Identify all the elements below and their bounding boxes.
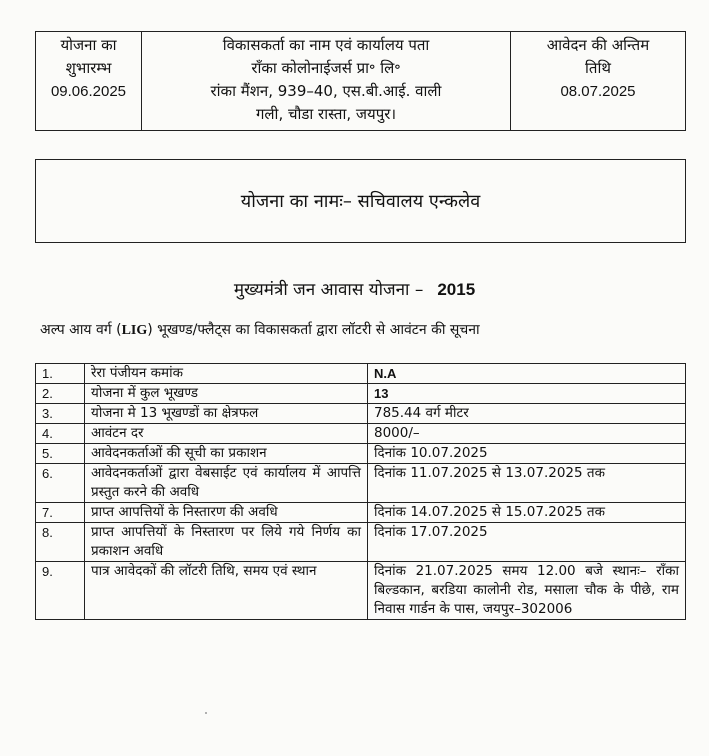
row-value: दिनांक 10.07.2025	[368, 444, 686, 464]
table-row	[36, 503, 686, 523]
row-number: 5.	[36, 444, 85, 464]
row-number: 4.	[36, 424, 85, 444]
developer-heading: विकासकर्ता का नाम एवं कार्यालय पता	[222, 36, 430, 54]
scheme-name: योजना का नामः– सचिवालय एन्कलेव	[240, 191, 481, 212]
table-row	[36, 364, 686, 384]
row-value: N.A	[368, 364, 686, 384]
table-row	[36, 562, 686, 620]
row-number: 3.	[36, 404, 85, 424]
scheme-start-label-2: शुभारम्भ	[65, 59, 112, 77]
row-label: रेरा पंजीयन कमांक	[85, 364, 368, 384]
row-value: दिनांक 14.07.2025 से 15.07.2025 तक	[368, 503, 686, 523]
subtitle	[40, 320, 680, 339]
row-label: आवेदनकर्ताओं द्वारा वेबसाईट एवं कार्यालय में आपत्ति प्रस्तुत करने की अवधि	[85, 464, 368, 503]
subtitle-lig: LIG	[121, 323, 148, 338]
main-title-text: मुख्यमंत्री जन आवास योजना –	[233, 280, 424, 300]
scheme-start-label-1: योजना का	[60, 36, 117, 54]
row-value: 13	[368, 384, 686, 404]
row-value: दिनांक 11.07.2025 से 13.07.2025 तक	[368, 464, 686, 503]
table-row	[36, 424, 686, 444]
last-date-value: 08.07.2025	[560, 83, 636, 100]
scheme-name-box	[35, 159, 686, 243]
subtitle-post: ) भूखण्ड/फ्लैट्स का विकासकर्ता द्वारा लॉटरी से आवंटन की सूचना	[147, 322, 480, 338]
row-number: 1.	[36, 364, 85, 384]
row-value: 8000/–	[368, 424, 686, 444]
row-value: 785.44 वर्ग मीटर	[368, 404, 686, 424]
row-label: आवेदनकर्ताओं की सूची का प्रकाशन	[85, 444, 368, 464]
header-table	[35, 31, 686, 131]
last-date-label-2: तिथि	[585, 59, 611, 77]
last-date-cell	[511, 32, 685, 130]
row-number: 7.	[36, 503, 85, 523]
developer-cell	[142, 32, 511, 130]
developer-address-1: रांका मैंशन, 939–40, एस.बी.आई. वाली	[210, 82, 442, 100]
row-label: पात्र आवेदकों की लॉटरी तिथि, समय एवं स्थान	[85, 562, 368, 620]
row-value: दिनांक 21.07.2025 समय 12.00 बजे स्थानः– राँका बिल्डकान, बरडिया कालोनी रोड, मसाला चौक के पीछे, राम निवास गार्डन के पास, जयपुर–302006	[368, 562, 686, 620]
row-label: योजना मे 13 भूखण्डों का क्षेत्रफल	[85, 404, 368, 424]
row-label: प्राप्त आपत्तियों के निस्तारण की अवधि	[85, 503, 368, 523]
row-number: 2.	[36, 384, 85, 404]
main-title	[0, 277, 709, 300]
developer-name: राँका कोलोनाईजर्स प्रा॰ लि॰	[251, 59, 401, 77]
last-date-label-1: आवेदन की अन्तिम	[546, 36, 650, 54]
info-table	[35, 363, 686, 620]
subtitle-pre: अल्प आय वर्ग (	[40, 322, 122, 338]
scan-speck	[205, 712, 207, 714]
scheme-start-cell	[36, 32, 142, 130]
row-value: दिनांक 17.07.2025	[368, 523, 686, 562]
main-title-year: 2015	[437, 280, 476, 299]
table-row	[36, 523, 686, 562]
table-row	[36, 464, 686, 503]
table-row	[36, 384, 686, 404]
developer-address-2: गली, चौडा रास्ता, जयपुर।	[255, 105, 397, 123]
table-row	[36, 404, 686, 424]
scheme-start-date: 09.06.2025	[50, 83, 127, 100]
row-number: 9.	[36, 562, 85, 620]
row-label: आवंटन दर	[85, 424, 368, 444]
row-label: प्राप्त आपत्तियों के निस्तारण पर लिये गये निर्णय का प्रकाशन अवधि	[85, 523, 368, 562]
row-label: योजना में कुल भूखण्ड	[85, 384, 368, 404]
row-number: 8.	[36, 523, 85, 562]
table-row	[36, 444, 686, 464]
row-number: 6.	[36, 464, 85, 503]
